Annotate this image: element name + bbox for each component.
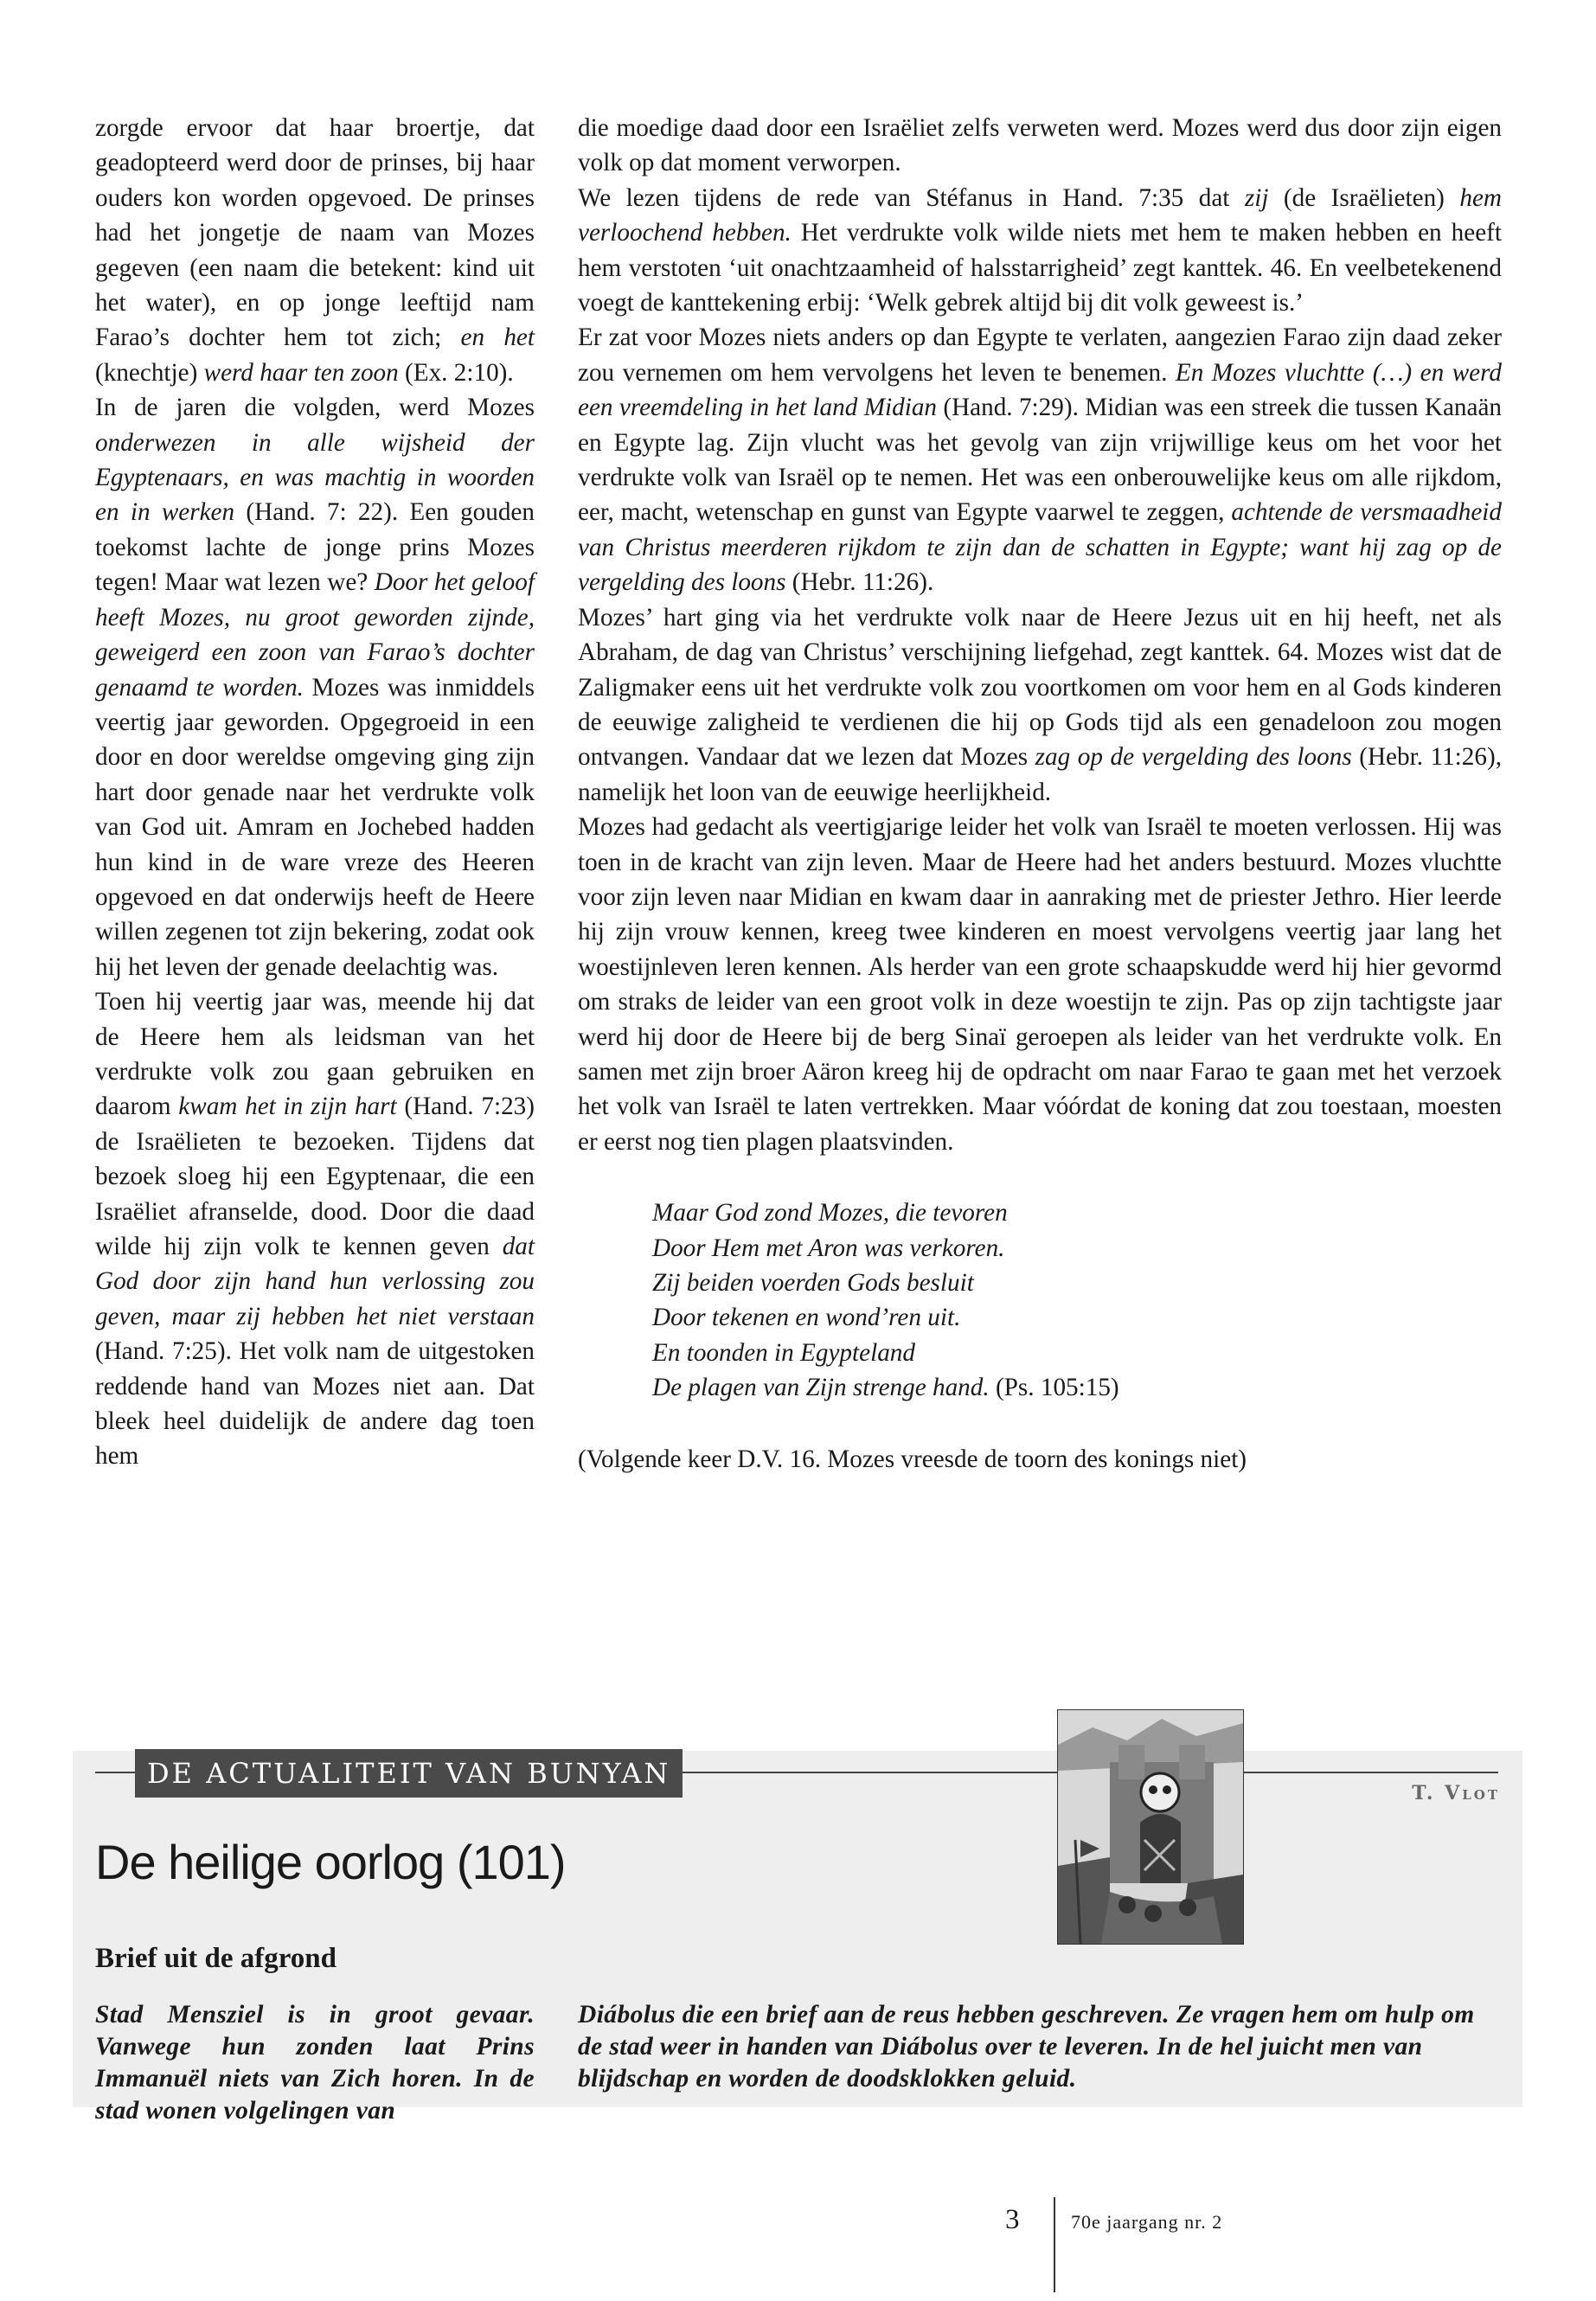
italic-quote: hem verloochend hebben. (578, 183, 1502, 247)
poem-line: De plagen van Zijn strenge hand. (652, 1374, 990, 1402)
poem-reference: (Ps. 105:15) (995, 1374, 1119, 1402)
text-run: (Hand. 7:29). Midian was een streek die tussen Kanaän en Egypte lag. Zijn vlucht was het gevolg van zijn vrijwillige keus om het voor het verdrukte volk van Israël op te nemen. Het was een onberouwelijke keus om alle rijkdom, eer, macht, wetenschap en gunst van Egypte vaarwel te zeggen, (578, 394, 1502, 527)
poem-line: Zij beiden voerden Gods besluit (652, 1269, 974, 1297)
issue-label: 70e jaargang nr. 2 (1071, 2211, 1223, 2233)
poem-line: Door Hem met Aron was verkoren. (652, 1234, 1005, 1262)
paragraph (95, 390, 535, 984)
text-run: (knechtje) (95, 358, 204, 387)
text-run: Mozes had gedacht als veertigjarige leider het volk van Israël te moeten verlossen. Hij was toen in de kracht van zijn leven. Maar de Heere had het anders bestuurd. Mozes vluchtte voor zijn leven naar Midian en kwam daar in aanraking met de priester Jethro. Hier leerde hij zijn vrouw kennen, kreeg twee kinderen en moest vervolgens veertig jaar lang het woestijnleven leren kennen. Als herder van een grote schaapskudde werd hij hier gevormd om straks de leider van een groot volk in deze woestijn te zijn. Pas op zijn tachtigste jaar werd hij door de Heere bij de berg Sinaï geroepen als leider van het verdrukte volk. En samen met zijn broer Aäron kreeg hij de opdracht om naar Farao te gaan met het verzoek het volk van Israël te laten vertrekken. Maar vóórdat de koning dat zou toestaan, moesten er eerst nog tien plagen plaatsvinden. (578, 813, 1502, 1156)
italic-quote: achtende de versmaadheid van Christus meerderen rijkdom te zijn dan de schatten in Egypte; want hij zag op de vergelding des loons (578, 498, 1502, 597)
section-label: DE ACTUALITEIT VAN BUNYAN (135, 1749, 683, 1798)
text-run: Er zat voor Mozes niets anders op dan Egypte te verlaten, aangezien Farao zijn daad zeker zou vernemen om hem vervolgens het leven te benemen. (578, 324, 1502, 387)
poem-line: Door tekenen en wond’ren uit. (652, 1304, 961, 1332)
text-run: (de Israëlieten) (1268, 183, 1460, 212)
woodcut-illustration (1057, 1709, 1244, 1945)
italic-quote: dat God door zijn hand hun verlossing zou geven, maar zij hebben het niet verstaan (95, 1233, 535, 1330)
text-run: (Hebr. 11:26). (785, 568, 934, 597)
next-episode-note: (Volgende keer D.V. 16. Mozes vreesde de toorn des konings niet) (578, 1445, 1247, 1473)
right-column (578, 111, 1502, 1477)
poem-line: Maar God zond Mozes, die tevoren (652, 1199, 1008, 1227)
paragraph (578, 320, 1502, 599)
text-run: In de jaren die volgden, werd Mozes (95, 394, 535, 422)
right-column-paragraphs (578, 111, 1502, 1159)
intro-text-left: Stad Mensziel is in groot gevaar. Vanwege hun zonden laat Prins Immanuël niets van Zich horen. In de stad wonen volgelingen van (95, 2001, 535, 2125)
poem (652, 1195, 1502, 1405)
text-run: die moedige daad door een Israëliet zelfs verweten werd. Mozes werd dus door zijn eigen volk op dat moment verworpen. (578, 114, 1502, 177)
text-run: (Hebr. 11:26), namelijk het loon van de eeuwige heerlijkheid. (578, 743, 1502, 806)
text-run: Mozes was inmiddels veertig jaar geworden. Opgegroeid in een door en door wereldse omgeving ging zijn hart door genade naar het verdrukte volk van God uit. Amram en Jochebed hadden hun kind in de ware vreze des Heeren opgevoed en dat onderwijs heeft de Heere willen zegenen tot zijn bekering, zodat ook hij het leven der genade deelachtig was. (95, 673, 535, 981)
italic-quote: zag op de vergelding des loons (1035, 743, 1352, 772)
text-run: (Ex. 2:10). (398, 358, 514, 387)
left-column (95, 111, 535, 1474)
italic-quote: Door het geloof heeft Mozes, nu groot geworden zijnde, geweigerd een zoon van Farao’s dochter genaamd te worden. (95, 568, 535, 702)
paragraph (578, 600, 1502, 810)
italic-quote: en het (460, 324, 535, 352)
article-subtitle: Brief uit de afgrond (95, 1943, 337, 1974)
italic-quote: zij (1244, 183, 1269, 212)
italic-quote: En Mozes vluchtte (…) en werd een vreemdeling in het land Midian (578, 358, 1502, 422)
poem-last-line (652, 1370, 1502, 1405)
paragraph (578, 111, 1502, 181)
italic-quote: onderwezen in alle wijsheid der Egyptenaars, en was machtig in woorden en in werken (95, 428, 535, 527)
text-run: Het verdrukte volk wilde niets met hem te maken hebben en heeft hem verstoten ‘uit onachtzaamheid of halsstarrigheid’ zegt kanttek. 46. En veelbetekenend voegt de kanttekening erbij: ‘Welk gebrek altijd bij dit volk geweest is.’ (578, 219, 1502, 317)
intro-text-right: Diábolus die een brief aan de reus hebben geschreven. Ze vragen hem om hulp om de stad weer in handen van Diábolus over te leveren. In de hel juicht men van blijdschap en worden de doodsklokken geluid. (578, 2001, 1475, 2093)
paragraph (95, 984, 535, 1474)
text-run: (Hand. 7:23) de Israëlieten te bezoeken. Tijdens dat bezoek sloeg hij een Egyptenaar, die een Israëliet afranselde, dood. Door die daad wilde hij zijn volk te kennen geven (95, 1093, 535, 1260)
paragraph (578, 181, 1502, 321)
poem-line: En toonden in Egypteland (652, 1338, 915, 1367)
article-title: De heilige oorlog (101) (95, 1835, 566, 1889)
text-run: (Hand. 7: 22). Een gouden toekomst lachte de jonge prins Mozes tegen! Maar wat lezen we? (95, 498, 535, 597)
page-number: 3 (1005, 2204, 1020, 2235)
italic-quote: kwam het in zijn hart (178, 1093, 397, 1121)
woodcut-drawing (1058, 1710, 1243, 1944)
text-run: Mozes’ hart ging via het verdrukte volk naar de Heere Jezus uit en hij heeft, net als Abraham, de dag van Christus’ verschijning liefgehad, zegt kanttek. 64. Mozes wist dat de Zaligmaker eens uit het verdrukte volk zou voortkomen om voor hem en al Gods kinderen de eeuwige zaligheid te verdienen die hij op Gods tijd als een genadeloon zou mogen ontvangen. Vandaar dat we lezen dat Mozes (578, 603, 1502, 772)
author-byline: T. Vlot (1412, 1782, 1500, 1804)
text-run: zorgde ervoor dat haar broertje, dat geadopteerd werd door de prinses, bij haar ouders kon worden opgevoed. De prinses had het jongetje de naam van Mozes gegeven (een naam die betekent: kind uit het water), en op jonge leeftijd nam Farao’s dochter hem tot zich; (95, 114, 535, 352)
text-run: Toen hij veertig jaar was, meende hij dat de Heere hem als leidsman van het verdrukte volk zou gaan gebruiken en daarom (95, 988, 535, 1121)
paragraph (578, 810, 1502, 1159)
text-run: We lezen tijdens de rede van Stéfanus in Hand. 7:35 dat (578, 183, 1245, 212)
text-run: (Hand. 7:25). Het volk nam de uitgestoken reddende hand van Mozes niet aan. Dat bleek heel duidelijk de andere dag toen hem (95, 1337, 535, 1471)
footer-divider (1054, 2197, 1055, 2292)
italic-quote: werd haar ten zoon (203, 358, 399, 387)
paragraph (95, 111, 535, 390)
